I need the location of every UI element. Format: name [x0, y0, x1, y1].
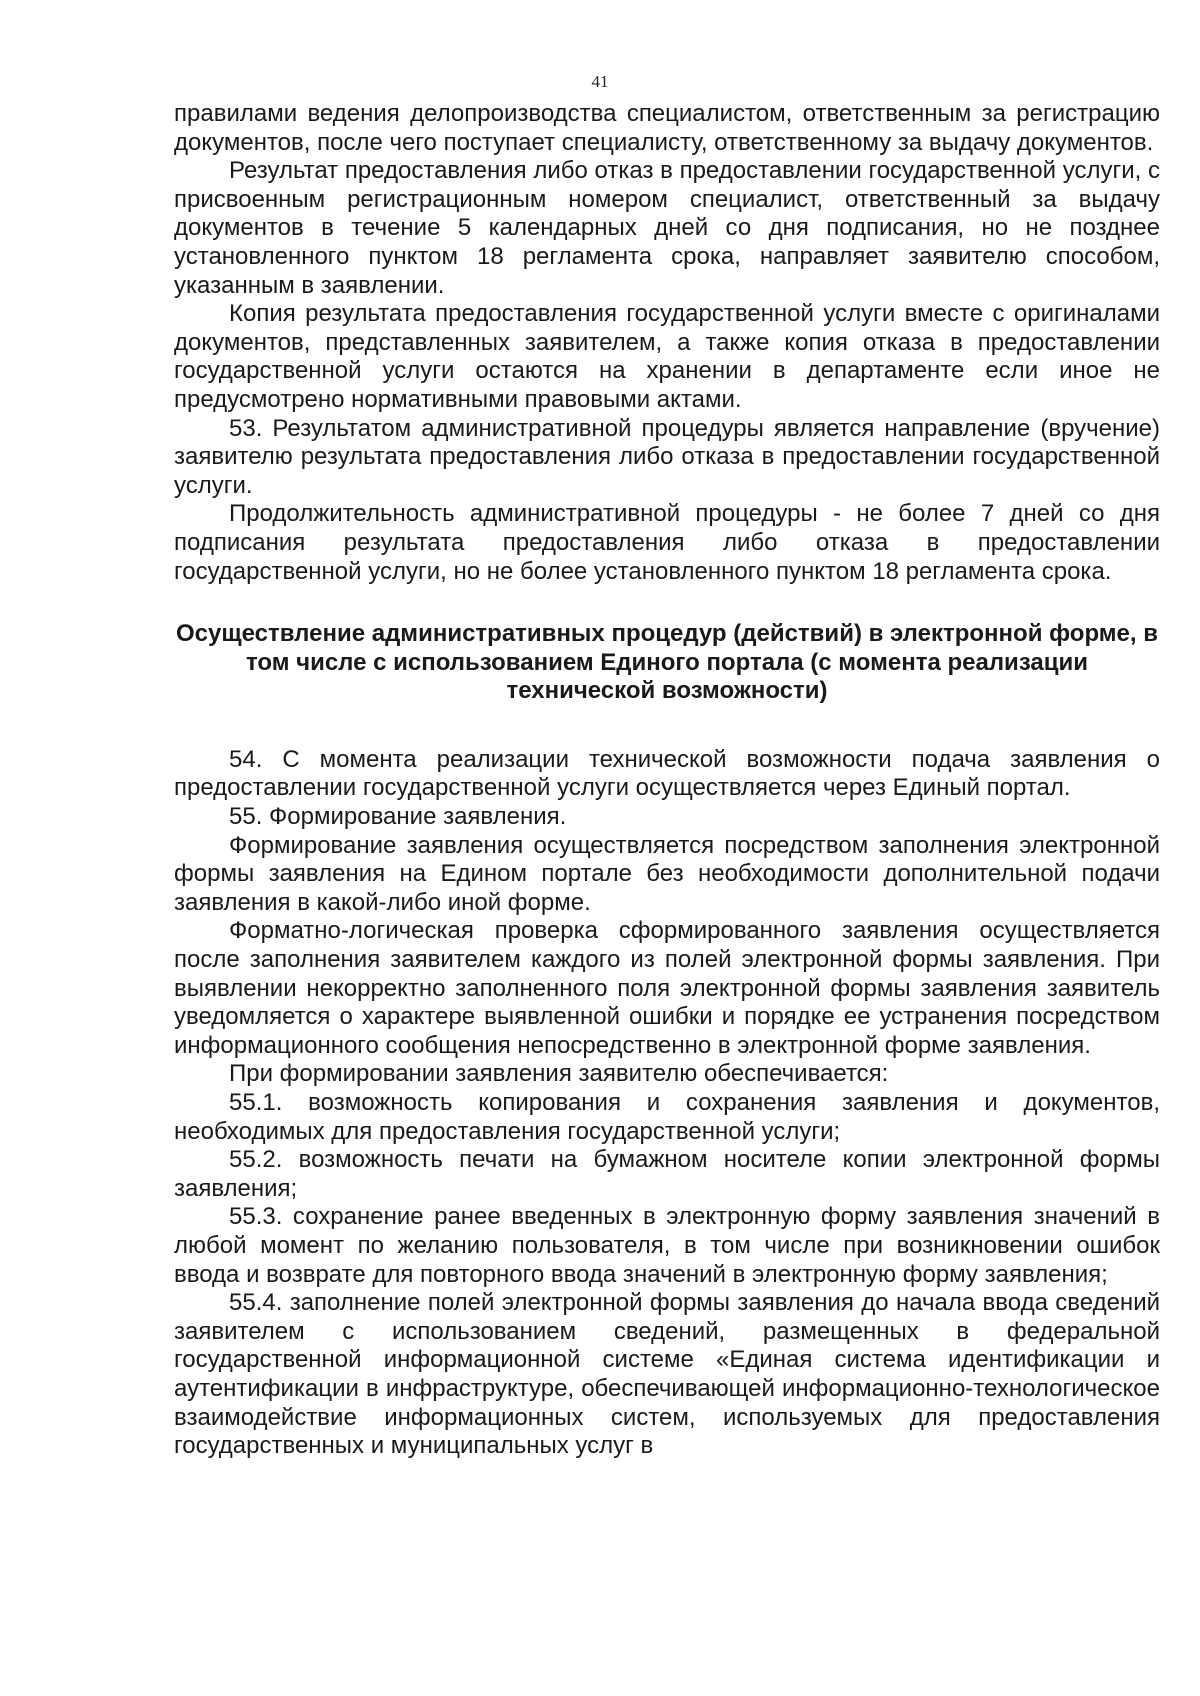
paragraph: Формирование заявления осуществляется посредством заполнения электронной формы заявления на Едином портале без необходимости дополнительной подачи заявления в какой-либо иной форме. [174, 831, 1160, 916]
paragraph: Продолжительность административной процедуры - не более 7 дней со дня подписания результата предоставления либо отказа в предоставлении государственной услуги, но не более установленного пунктом 18 регламента срока. [174, 500, 1160, 585]
list-item: 55.2. возможность печати на бумажном носителе копии электронной формы заявления; [174, 1146, 1160, 1202]
paragraph: 55. Формирование заявления. [229, 803, 567, 831]
paragraph: 53. Результатом административной процедуры является направление (вручение) заявителю результата предоставления либо отказа в предоставлении государственной услуги. [174, 414, 1160, 499]
document-body [174, 100, 1160, 1461]
list-item: 55.1. возможность копирования и сохранения заявления и документов, необходимых для предоставления государственной услуги; [174, 1089, 1160, 1145]
paragraph: Форматно-логическая проверка сформированного заявления осуществляется после заполнения заявителем каждого из полей электронной формы заявления. При выявлении некорректно заполненного поля электронной формы заявления заявитель уведомляется о характере выявленной ошибки и порядке ее устранения посредством информационного сообщения непосредственно в электронной форме заявления. [174, 917, 1160, 1059]
section-heading: Осуществление административных процедур (действий) в электронной форме, в том числе с использованием Единого портала (с момента реализации технической возможности) [176, 620, 1158, 705]
paragraph: Результат предоставления либо отказ в предоставлении государственной услуги, с присвоенным регистрационным номером специалист, ответственный за выдачу документов в течение 5 календарных дней со дня подписания, но не позднее установленного пунктом 18 регламента срока, направляет заявителю способом, указанным в заявлении. [174, 157, 1160, 299]
list-item: 55.3. сохранение ранее введенных в электронную форму заявления значений в любой момент по желанию пользователя, в том числе при возникновении ошибок ввода и возврате для повторного ввода значений в электронную форму заявления; [174, 1203, 1160, 1288]
paragraph: 54. С момента реализации технической возможности подача заявления о предоставлении государственной услуги осуществляется через Единый портал. [174, 745, 1160, 802]
spacer [174, 706, 1160, 746]
page-number: 41 [591, 72, 609, 91]
paragraph: Копия результата предоставления государственной услуги вместе с оригиналами документов, представленных заявителем, а также копия отказа в предоставлении государственной услуги остаются на хранении в департаменте если иное не предусмотрено нормативными правовыми актами. [174, 300, 1160, 413]
list-item: 55.4. заполнение полей электронной формы заявления до начала ввода сведений заявителем с использованием сведений, размещенных в федеральной государственной информационной системе «Единая система идентификации и аутентификации в инфраструктуре, обеспечивающей информационно-технологическое взаимодействие информационных систем, используемых для предоставления государственных и муниципальных услуг в [174, 1289, 1160, 1460]
spacer [174, 586, 1160, 620]
paragraph: При формировании заявления заявителю обеспечивается: [229, 1060, 889, 1088]
paragraph: правилами ведения делопроизводства специалистом, ответственным за регистрацию документов, после чего поступает специалисту, ответственному за выдачу документов. [174, 100, 1160, 156]
